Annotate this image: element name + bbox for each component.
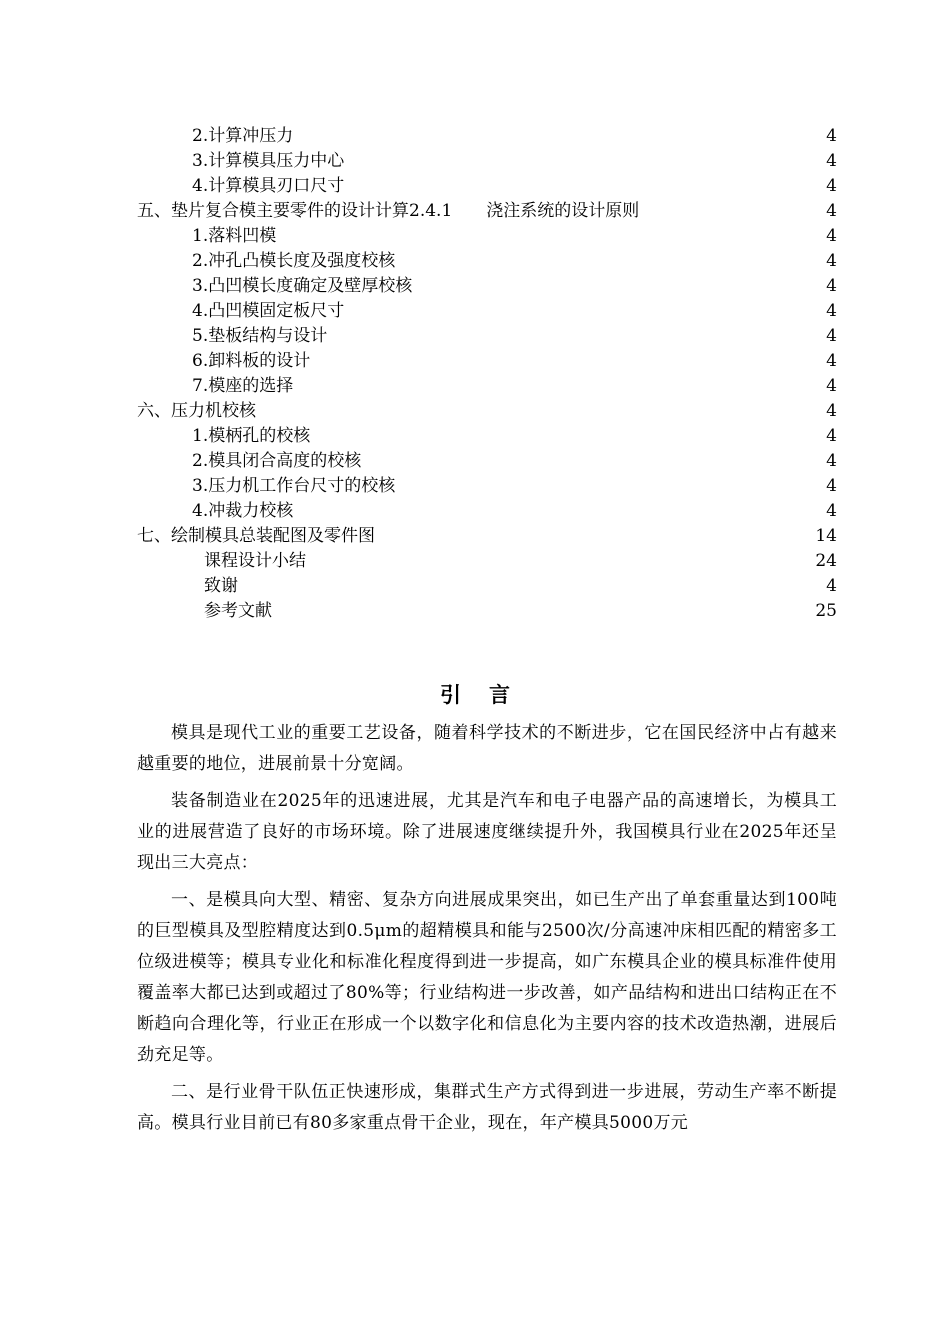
heading-char: 言 <box>489 682 524 707</box>
section-heading <box>0 680 950 710</box>
heading-char: 引 <box>440 682 475 707</box>
toc-entry-page: 4 <box>826 301 837 321</box>
toc-entry-page: 4 <box>826 476 837 496</box>
toc-entry-page: 4 <box>826 576 837 596</box>
toc-entry-page: 4 <box>826 176 837 196</box>
toc-entry-label: 4.冲裁力校核 <box>192 501 294 521</box>
toc-entry-label: 五、垫片复合模主要零件的设计计算2.4.1 浇注系统的设计原则 <box>137 201 640 221</box>
toc-entry <box>0 524 950 548</box>
toc-entry <box>0 474 950 498</box>
toc-entry-page: 4 <box>826 501 837 521</box>
toc-entry-page: 4 <box>826 201 837 221</box>
toc-entry-label: 4.计算模具刃口尺寸 <box>192 176 345 196</box>
toc-entry-label: 1.模柄孔的校核 <box>192 426 311 446</box>
toc-entry-page: 14 <box>815 526 837 546</box>
toc-entry <box>0 299 950 323</box>
toc-entry <box>0 449 950 473</box>
body-text <box>137 718 837 1145</box>
toc-entry <box>0 599 950 623</box>
toc-entry-label: 4.凸凹模固定板尺寸 <box>192 301 345 321</box>
toc-entry-label: 2.冲孔凸模长度及强度校核 <box>192 251 396 271</box>
toc-entry-label: 3.计算模具压力中心 <box>192 151 345 171</box>
toc-entry <box>0 199 950 223</box>
toc-entry-page: 4 <box>826 351 837 371</box>
paragraph: 装备制造业在2025年的迅速进展，尤其是汽车和电子电器产品的高速增长，为模具工业的进展营造了良好的市场环境。除了进展速度继续提升外，我国模具行业在2025年还呈现出三大亮点： <box>137 791 837 873</box>
toc-entry <box>0 399 950 423</box>
toc-entry-page: 4 <box>826 226 837 246</box>
paragraph: 二、是行业骨干队伍正快速形成，集群式生产方式得到进一步进展，劳动生产率不断提高。模具行业目前已有80多家重点骨干企业，现在，年产模具5000万元 <box>137 1082 837 1133</box>
toc-entry-page: 4 <box>826 276 837 296</box>
toc-entry-label: 2.模具闭合高度的校核 <box>192 451 362 471</box>
toc-entry-label: 3.压力机工作台尺寸的校核 <box>192 476 396 496</box>
paragraph: 一、是模具向大型、精密、复杂方向进展成果突出，如已生产出了单套重量达到100吨的巨型模具及型腔精度达到0.5μm的超精模具和能与2500次/分高速冲床相匹配的精密多工位级进模等；模具专业化和标准化程度得到进一步提高，如广东模具企业的模具标准件使用覆盖率大都已达到或超过了80%等；行业结构进一步改善，如产品结构和进出口结构正在不断趋向合理化等，行业正在形成一个以数字化和信息化为主要内容的技术改造热潮，进展后劲充足等。 <box>137 890 837 1065</box>
toc-entry-label: 1.落料凹模 <box>192 226 277 246</box>
toc-entry <box>0 149 950 173</box>
toc-entry-page: 4 <box>826 326 837 346</box>
toc-entry-label: 七、绘制模具总装配图及零件图 <box>137 526 375 546</box>
toc-entry-label: 课程设计小结 <box>204 551 306 571</box>
toc-entry <box>0 574 950 598</box>
toc-entry-label: 六、压力机校核 <box>137 401 256 421</box>
toc-entry-label: 6.卸料板的设计 <box>192 351 311 371</box>
toc-entry-label: 5.垫板结构与设计 <box>192 326 328 346</box>
toc-entry <box>0 174 950 198</box>
toc-entry <box>0 374 950 398</box>
toc-entry <box>0 499 950 523</box>
toc-entry <box>0 224 950 248</box>
toc-entry <box>0 324 950 348</box>
toc-entry-page: 25 <box>815 601 837 621</box>
toc-entry <box>0 249 950 273</box>
toc-entry-page: 24 <box>815 551 837 571</box>
paragraph: 模具是现代工业的重要工艺设备，随着科学技术的不断进步，它在国民经济中占有越来越重要的地位，进展前景十分宽阔。 <box>137 723 837 774</box>
toc-entry <box>0 424 950 448</box>
toc-entry-label: 致谢 <box>204 576 238 596</box>
toc-entry-label: 2.计算冲压力 <box>192 126 294 146</box>
toc-entry-page: 4 <box>826 151 837 171</box>
toc-entry-label: 参考文献 <box>204 601 272 621</box>
toc-entry-page: 4 <box>826 401 837 421</box>
toc-entry-label: 3.凸凹模长度确定及壁厚校核 <box>192 276 413 296</box>
toc-entry <box>0 549 950 573</box>
toc-entry-page: 4 <box>826 251 837 271</box>
toc-entry-page: 4 <box>826 126 837 146</box>
toc-entry <box>0 349 950 373</box>
toc-entry-page: 4 <box>826 451 837 471</box>
toc-entry-page: 4 <box>826 376 837 396</box>
toc-entry-label: 7.模座的选择 <box>192 376 294 396</box>
toc-entry-page: 4 <box>826 426 837 446</box>
toc-entry <box>0 274 950 298</box>
toc-entry <box>0 124 950 148</box>
